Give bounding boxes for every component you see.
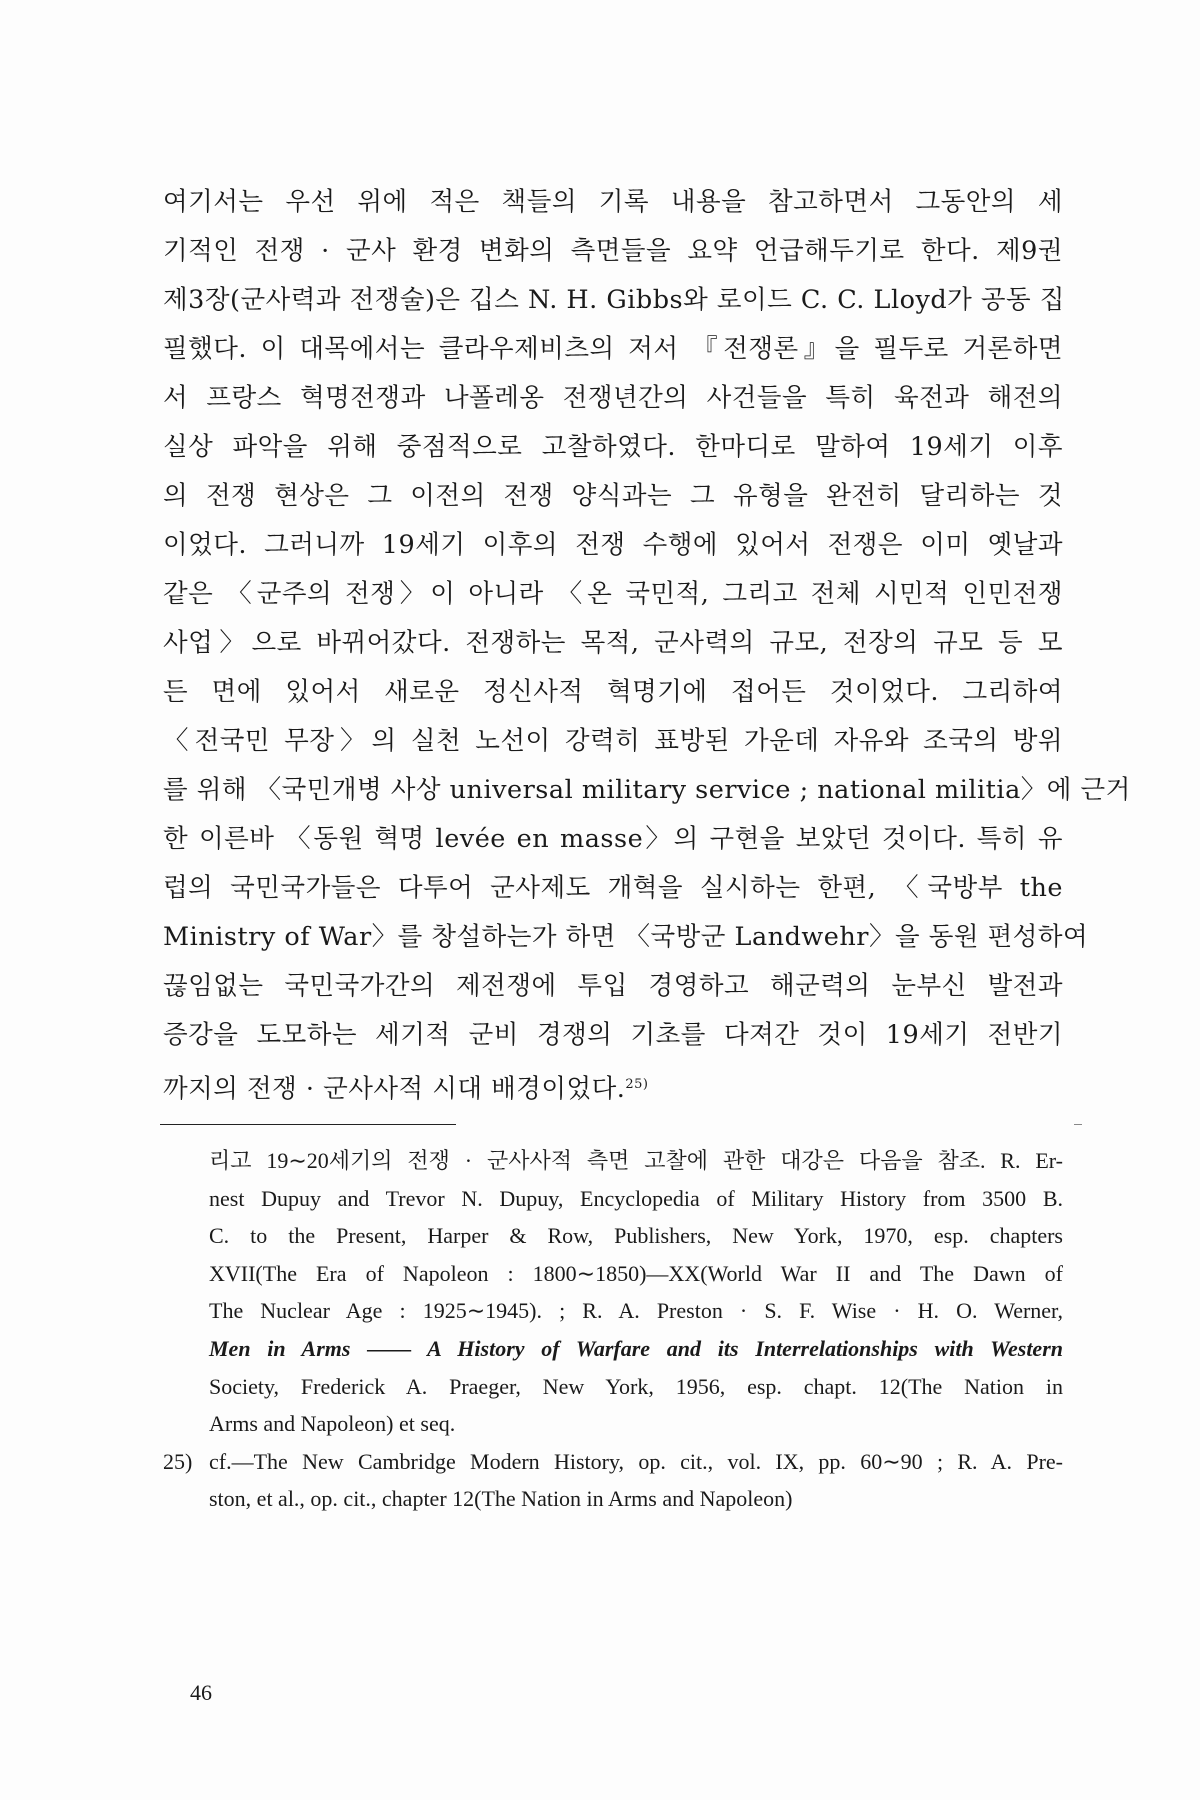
body-line: 든 면에 있어서 새로운 정신사적 혁명기에 접어든 것이었다. 그리하여 bbox=[163, 677, 1063, 707]
body-line: 증강을 도모하는 세기적 군비 경쟁의 기초를 다져간 것이 19세기 전반기 bbox=[163, 1020, 1063, 1050]
body-line: 서 프랑스 혁명전쟁과 나폴레옹 전쟁년간의 사건들을 특히 육전과 해전의 bbox=[163, 383, 1063, 413]
body-line: 실상 파악을 위해 중점적으로 고찰하였다. 한마디로 말하여 19세기 이후 bbox=[163, 432, 1063, 462]
footnote-line: XVII(The Era of Napoleon : 1800∼1850)—XX(World War II and The Dawn of bbox=[209, 1260, 1063, 1286]
body-last-line bbox=[163, 1060, 1063, 1109]
footnote-marker: 25) bbox=[163, 1448, 193, 1474]
scan-mark bbox=[1074, 1124, 1082, 1125]
body-line: 까지의 전쟁 · 군사사적 시대 배경이었다. bbox=[163, 1074, 626, 1104]
body-line: 끊임없는 국민국가간의 제전쟁에 투입 경영하고 해군력의 눈부신 발전과 bbox=[163, 971, 1063, 1001]
footnote-25-body bbox=[209, 1443, 1063, 1518]
body-line: 같은 〈군주의 전쟁〉이 아니라 〈온 국민적, 그리고 전체 시민적 인민전쟁 bbox=[163, 579, 1063, 609]
footnote-line: 리고 19∼20세기의 전쟁 · 군사사적 측면 고찰에 관한 대강은 다음을 참조. R. Er- bbox=[209, 1148, 1063, 1173]
main-body-text bbox=[163, 178, 1131, 1109]
body-line: 이었다. 그러니까 19세기 이후의 전쟁 수행에 있어서 전쟁은 이미 옛날과 bbox=[163, 530, 1063, 560]
body-line: 여기서는 우선 위에 적은 책들의 기록 내용을 참고하면서 그동안의 세 bbox=[163, 187, 1063, 217]
footnote-line: ston, et al., op. cit., chapter 12(The Nation in Arms and Napoleon) bbox=[209, 1486, 793, 1512]
body-line: 기적인 전쟁 · 군사 환경 변화의 측면들을 요약 언급해두기로 한다. 제9권 bbox=[163, 236, 1063, 266]
footnote-line: Men in Arms ―― A History of Warfare and its Interrelationships with Western bbox=[209, 1335, 1063, 1361]
body-line: 를 위해 〈국민개병 사상 universal military service ; national militia〉에 근거 bbox=[163, 775, 1131, 805]
footnote-line: The Nuclear Age : 1925∼1945). ; R. A. Preston · S. F. Wise · H. O. Werner, bbox=[209, 1298, 1063, 1324]
body-line: 럽의 국민국가들은 다투어 군사제도 개혁을 실시하는 한편, 〈국방부 the bbox=[163, 873, 1063, 903]
footnotes bbox=[163, 1142, 1063, 1518]
footnote-25 bbox=[163, 1443, 1063, 1518]
footnote-line: cf.—The New Cambridge Modern History, op. cit., vol. IX, pp. 60∼90 ; R. A. Pre- bbox=[209, 1448, 1063, 1474]
footnote-text: nest Dupuy and Trevor N. Dupuy, Encyclopedia of Military History from 3500 B. bbox=[209, 1185, 1063, 1211]
body-line: 의 전쟁 현상은 그 이전의 전쟁 양식과는 그 유형을 완전히 달리하는 것 bbox=[163, 481, 1063, 511]
page-number: 46 bbox=[190, 1680, 212, 1705]
footnote-line: Arms and Napoleon) et seq. bbox=[209, 1411, 456, 1437]
body-line: Ministry of War〉를 창설하는가 하면 〈국방군 Landwehr〉을 동원 편성하여 bbox=[163, 922, 1089, 952]
body-line: 필했다. 이 대목에서는 클라우제비츠의 저서 『전쟁론』을 필두로 거론하면 bbox=[163, 334, 1063, 364]
body-line: 사업〉으로 바뀌어갔다. 전쟁하는 목적, 군사력의 규모, 전장의 규모 등 모 bbox=[163, 628, 1063, 658]
body-line: 제3장(군사력과 전쟁술)은 깁스 N. H. Gibbs와 로이드 C. C. Lloyd가 공동 집 bbox=[163, 285, 1065, 315]
body-line: 〈전국민 무장〉의 실천 노선이 강력히 표방된 가운데 자유와 조국의 방위 bbox=[163, 726, 1063, 756]
footnote-reference: 25) bbox=[625, 1077, 649, 1092]
footnote-line bbox=[163, 1180, 1063, 1218]
footnote-separator bbox=[160, 1124, 456, 1125]
footnote-line: C. to the Present, Harper & Row, Publishers, New York, 1970, esp. chapters bbox=[209, 1223, 1063, 1249]
body-line: 한 이른바 〈동원 혁명 levée en masse〉의 구현을 보았던 것이다. 특히 유 bbox=[163, 824, 1063, 854]
footnote-line: Society, Frederick A. Praeger, New York, 1956, esp. chapt. 12(The Nation in bbox=[209, 1373, 1063, 1399]
